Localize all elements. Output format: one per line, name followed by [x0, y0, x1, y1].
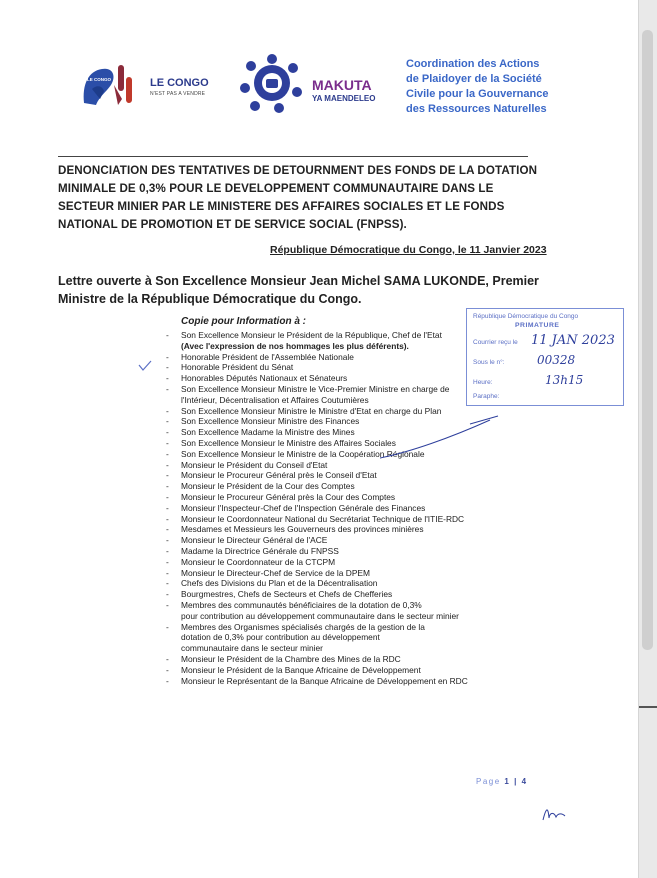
copy-recipient: - Monsieur l'Inspecteur-Chef de l'Inspection Générale des Finances	[160, 503, 520, 514]
stamp-courrier-row	[473, 339, 518, 346]
copy-recipient: - Bourgmestres, Chefs de Secteurs et Chefs de Chefferies	[160, 589, 520, 600]
stamp-courrier-value: 11 JAN 2023	[531, 333, 615, 348]
paraphe-signature	[370, 414, 510, 464]
le-congo-wordmark	[150, 78, 209, 100]
copy-recipient: - Monsieur le Coordonnateur National du Secrétariat Technique de l'ITIE-RDC	[160, 514, 520, 525]
copy-recipient: - Son Excellence Monsieur le Ministre de la Coopération Régionale	[160, 449, 520, 460]
coordination-heading	[406, 57, 566, 117]
stamp-paraphe-label: Paraphe:	[473, 393, 500, 400]
copy-recipient: - Membres des communautés bénéficiaires de la dotation de 0,3%	[160, 600, 520, 611]
le-congo-logo	[78, 55, 140, 111]
copy-recipient: - Monsieur le Président de la Cour des Comptes	[160, 481, 520, 492]
reception-stamp	[466, 308, 624, 406]
edge-marker	[639, 706, 657, 708]
stamp-heure-value: 13h15	[545, 373, 584, 387]
stamp-sous-label: Sous le n°:	[473, 359, 505, 366]
copy-recipient: - Monsieur le Représentant de la Banque Africaine de Développement en RDC	[160, 676, 520, 687]
le-congo-tagline: N'EST PAS A VENDRE	[150, 91, 206, 97]
copy-recipient: - Monsieur le Président de la Chambre des Mines de la RDC	[160, 654, 520, 665]
copy-recipient: pour contribution au développement communautaire dans le secteur minier	[181, 610, 459, 621]
copy-recipient: - Monsieur le Procureur Général près la Cour des Comptes	[160, 492, 520, 503]
stamp-sous-row	[473, 359, 505, 366]
copy-recipient: - Son Excellence Madame la Ministre des Mines	[160, 427, 520, 438]
copy-recipient: - Son Excellence Monsieur Ministre le Vice-Premier Ministre en charge de	[160, 384, 520, 395]
copy-recipient: - Monsieur le Procureur Général près le Conseil d'Etat	[160, 470, 520, 481]
title-rule	[58, 156, 528, 157]
copy-recipient: - Honorable Président de l'Assemblée Nationale	[160, 352, 520, 363]
copy-recipient: - Honorables Députés Nationaux et Sénateurs	[160, 373, 520, 384]
handwritten-initials	[540, 804, 568, 824]
copy-recipient: - Son Excellence Monsieur le Président de la République, Chef de l'Etat	[160, 330, 520, 341]
copy-recipient: - Chefs des Divisions du Plan et de la Décentralisation	[160, 578, 520, 589]
copy-recipient: - Monsieur le Directeur Général de l'ACE	[160, 535, 520, 546]
document-title: DENONCIATION DES TENTATIVES DE DETOURNMENT DES FONDS DE LA DOTATION MINIMALE DE 0,3% POUR LE DEVELOPPEMENT COMMUNAUTAIRE DANS LE SECTEUR MINIER PAR LE MINISTERE DES AFFAIRES SOCIALES ET LE FONDS NATIONAL DE PROMOTION ET DE SERVICE SOCIAL (FNPSS).	[58, 164, 538, 231]
copy-recipient: (Avec l'expression de nos hommages les plus déférents).	[181, 340, 409, 351]
copy-recipient: - Madame la Directrice Générale du FNPSS	[160, 546, 520, 557]
scrollbar-thumb[interactable]	[642, 30, 653, 650]
copy-recipient: l'Intérieur, Décentralisation et Affaires Coutumières	[181, 394, 369, 405]
coordination-line: des Ressources Naturelles	[406, 103, 547, 115]
stamp-office: PRIMATURE	[515, 322, 560, 329]
copy-recipient: - Mesdames et Messieurs les Gouverneurs des provinces minières	[160, 524, 520, 535]
copy-recipient: - Monsieur le Directeur-Chef de Service de la DPEM	[160, 568, 520, 579]
page-number: 1	[504, 777, 511, 786]
stamp-country: République Démocratique du Congo	[473, 313, 579, 320]
copy-recipient: communautaire dans le secteur minier	[181, 643, 323, 654]
makuta-logo-icon	[233, 52, 311, 114]
coordination-line: Coordination des Actions	[406, 58, 540, 70]
page-footer: Page 1 | 4	[476, 777, 528, 786]
makuta-sub: YA MAENDELEO	[312, 94, 376, 103]
coordination-line: Civile pour la Gouvernance	[406, 88, 549, 100]
page-total: 4	[521, 777, 528, 786]
copy-recipient: - Monsieur le Coordonnateur de la CTCPM	[160, 557, 520, 568]
makuta-wordmark	[312, 78, 375, 106]
stamp-sous-value: 00328	[537, 353, 576, 367]
copy-recipient: - Son Excellence Monsieur Ministre le Ministre d'Etat en charge du Plan	[160, 406, 520, 417]
copy-recipient: - Honorable Président du Sénat	[160, 362, 520, 373]
addressee: Lettre ouverte à Son Excellence Monsieur Jean Michel SAMA LUKONDE, Premier Ministre de la République Démocratique du Congo.	[58, 274, 539, 306]
stamp-paraphe-row	[473, 393, 499, 400]
vertical-scrollbar[interactable]	[638, 0, 657, 878]
le-congo-name: LE CONGO	[150, 77, 209, 89]
stamp-courrier-label: Courrier reçu le	[473, 339, 518, 346]
copy-recipient: - Membres des Organismes spécialisés chargés de la gestion de la	[160, 622, 520, 633]
check-mark-icon	[138, 360, 152, 372]
coordination-line: de Plaidoyer de la Société	[406, 73, 542, 85]
copy-recipient: - Son Excellence Monsieur Ministre des Finances	[160, 416, 520, 427]
copy-recipient: - Monsieur le Président de la Banque Africaine de Développement	[160, 665, 520, 676]
stamp-heure-row	[473, 379, 493, 386]
date-line: République Démocratique du Congo, le 11 Janvier 2023	[270, 244, 547, 256]
stamp-heure-label: Heure:	[473, 379, 493, 386]
copie-heading: Copie pour Information à :	[181, 316, 306, 327]
page-word: Page	[476, 777, 501, 786]
makuta-name: MAKUTA	[312, 77, 372, 93]
copy-recipient: - Monsieur le Président du Conseil d'Etat	[160, 460, 520, 471]
le-congo-badge-text: LE CONGO	[87, 77, 112, 82]
copy-recipient: dotation de 0,3% pour contribution au développement	[181, 632, 380, 643]
copy-recipient: - Son Excellence Monsieur le Ministre des Affaires Sociales	[160, 438, 520, 449]
